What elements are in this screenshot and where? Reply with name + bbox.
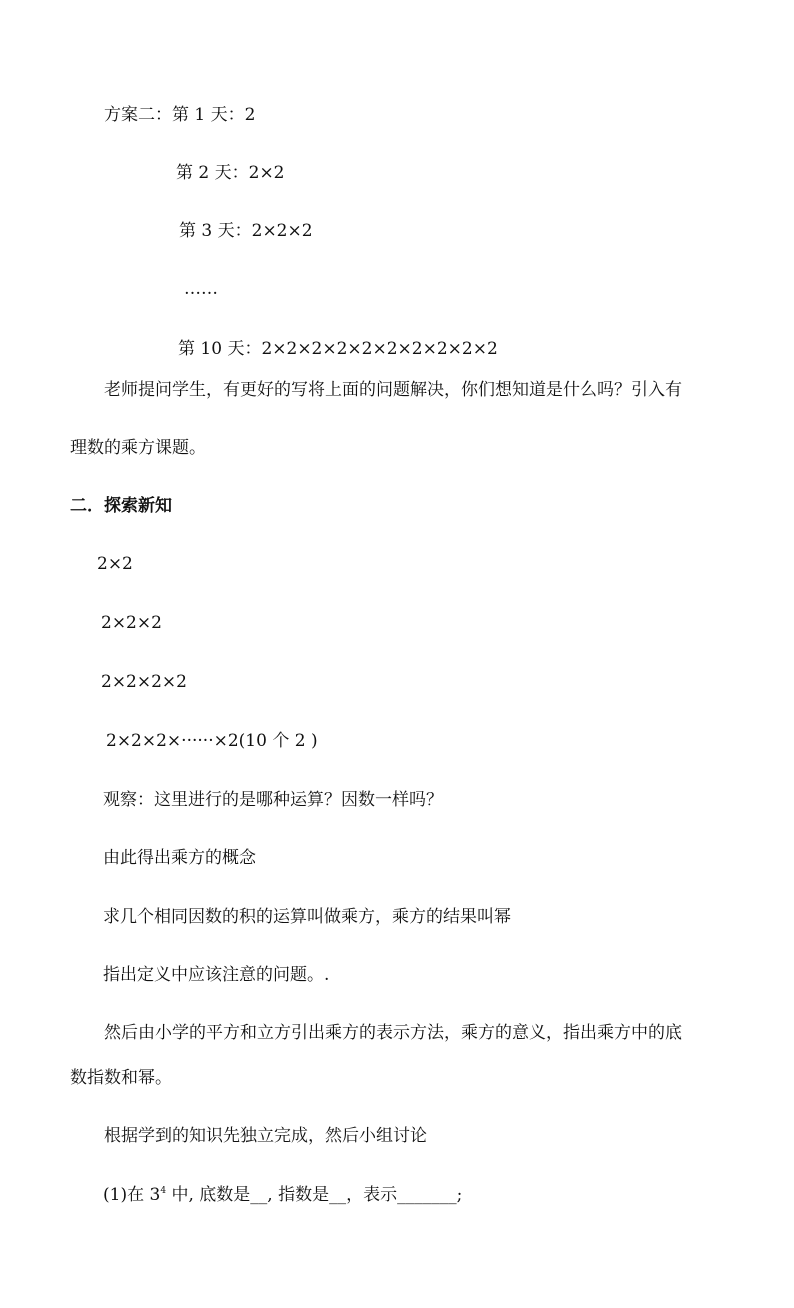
teacher-question-line1: 老师提问学生，有更好的写将上面的问题解决，你们想知道是什么吗？引入有 xyxy=(104,380,682,400)
plan2-day3: 第 3 天：2×2×2 xyxy=(179,221,313,241)
exercise-1-exponent: 4 xyxy=(160,1186,167,1196)
notation-intro-line2: 数指数和幂。 xyxy=(70,1068,172,1088)
notation-intro-line1: 然后由小学的平方和立方引出乘方的表示方法，乘方的意义，指出乘方中的底 xyxy=(104,1023,682,1043)
plan2-ellipsis: …… xyxy=(184,279,218,299)
observe-question: 观察：这里进行的是哪种运算？因数一样吗？ xyxy=(103,790,443,810)
task-instruction: 根据学到的知识先独立完成，然后小组讨论 xyxy=(104,1126,427,1146)
plan2-day2: 第 2 天：2×2 xyxy=(176,163,285,183)
expression-2x2: 2×2 xyxy=(97,554,133,574)
plan2-day10: 第 10 天：2×2×2×2×2×2×2×2×2×2 xyxy=(178,339,498,359)
exercise-1-prefix: (1)在 3 xyxy=(103,1185,161,1205)
exercise-1-suffix: 中, 底数是__, 指数是__，表示_______; xyxy=(166,1185,463,1205)
expression-ten-twos: 2×2×2×······×2(10 个 2 ) xyxy=(106,731,318,751)
concept-intro: 由此得出乘方的概念 xyxy=(103,848,256,868)
teacher-question-line2: 理数的乘方课题。 xyxy=(70,438,206,458)
exercise-1 xyxy=(103,1184,462,1206)
definition-note: 指出定义中应该注意的问题。. xyxy=(103,965,330,985)
plan2-day1: 方案二：第 1 天：2 xyxy=(104,105,256,125)
expression-2x2x2: 2×2×2 xyxy=(101,613,162,633)
section-heading: 二．探索新知 xyxy=(70,496,172,516)
expression-2x2x2x2: 2×2×2×2 xyxy=(101,672,187,692)
power-definition: 求几个相同因数的积的运算叫做乘方，乘方的结果叫幂 xyxy=(103,907,511,927)
